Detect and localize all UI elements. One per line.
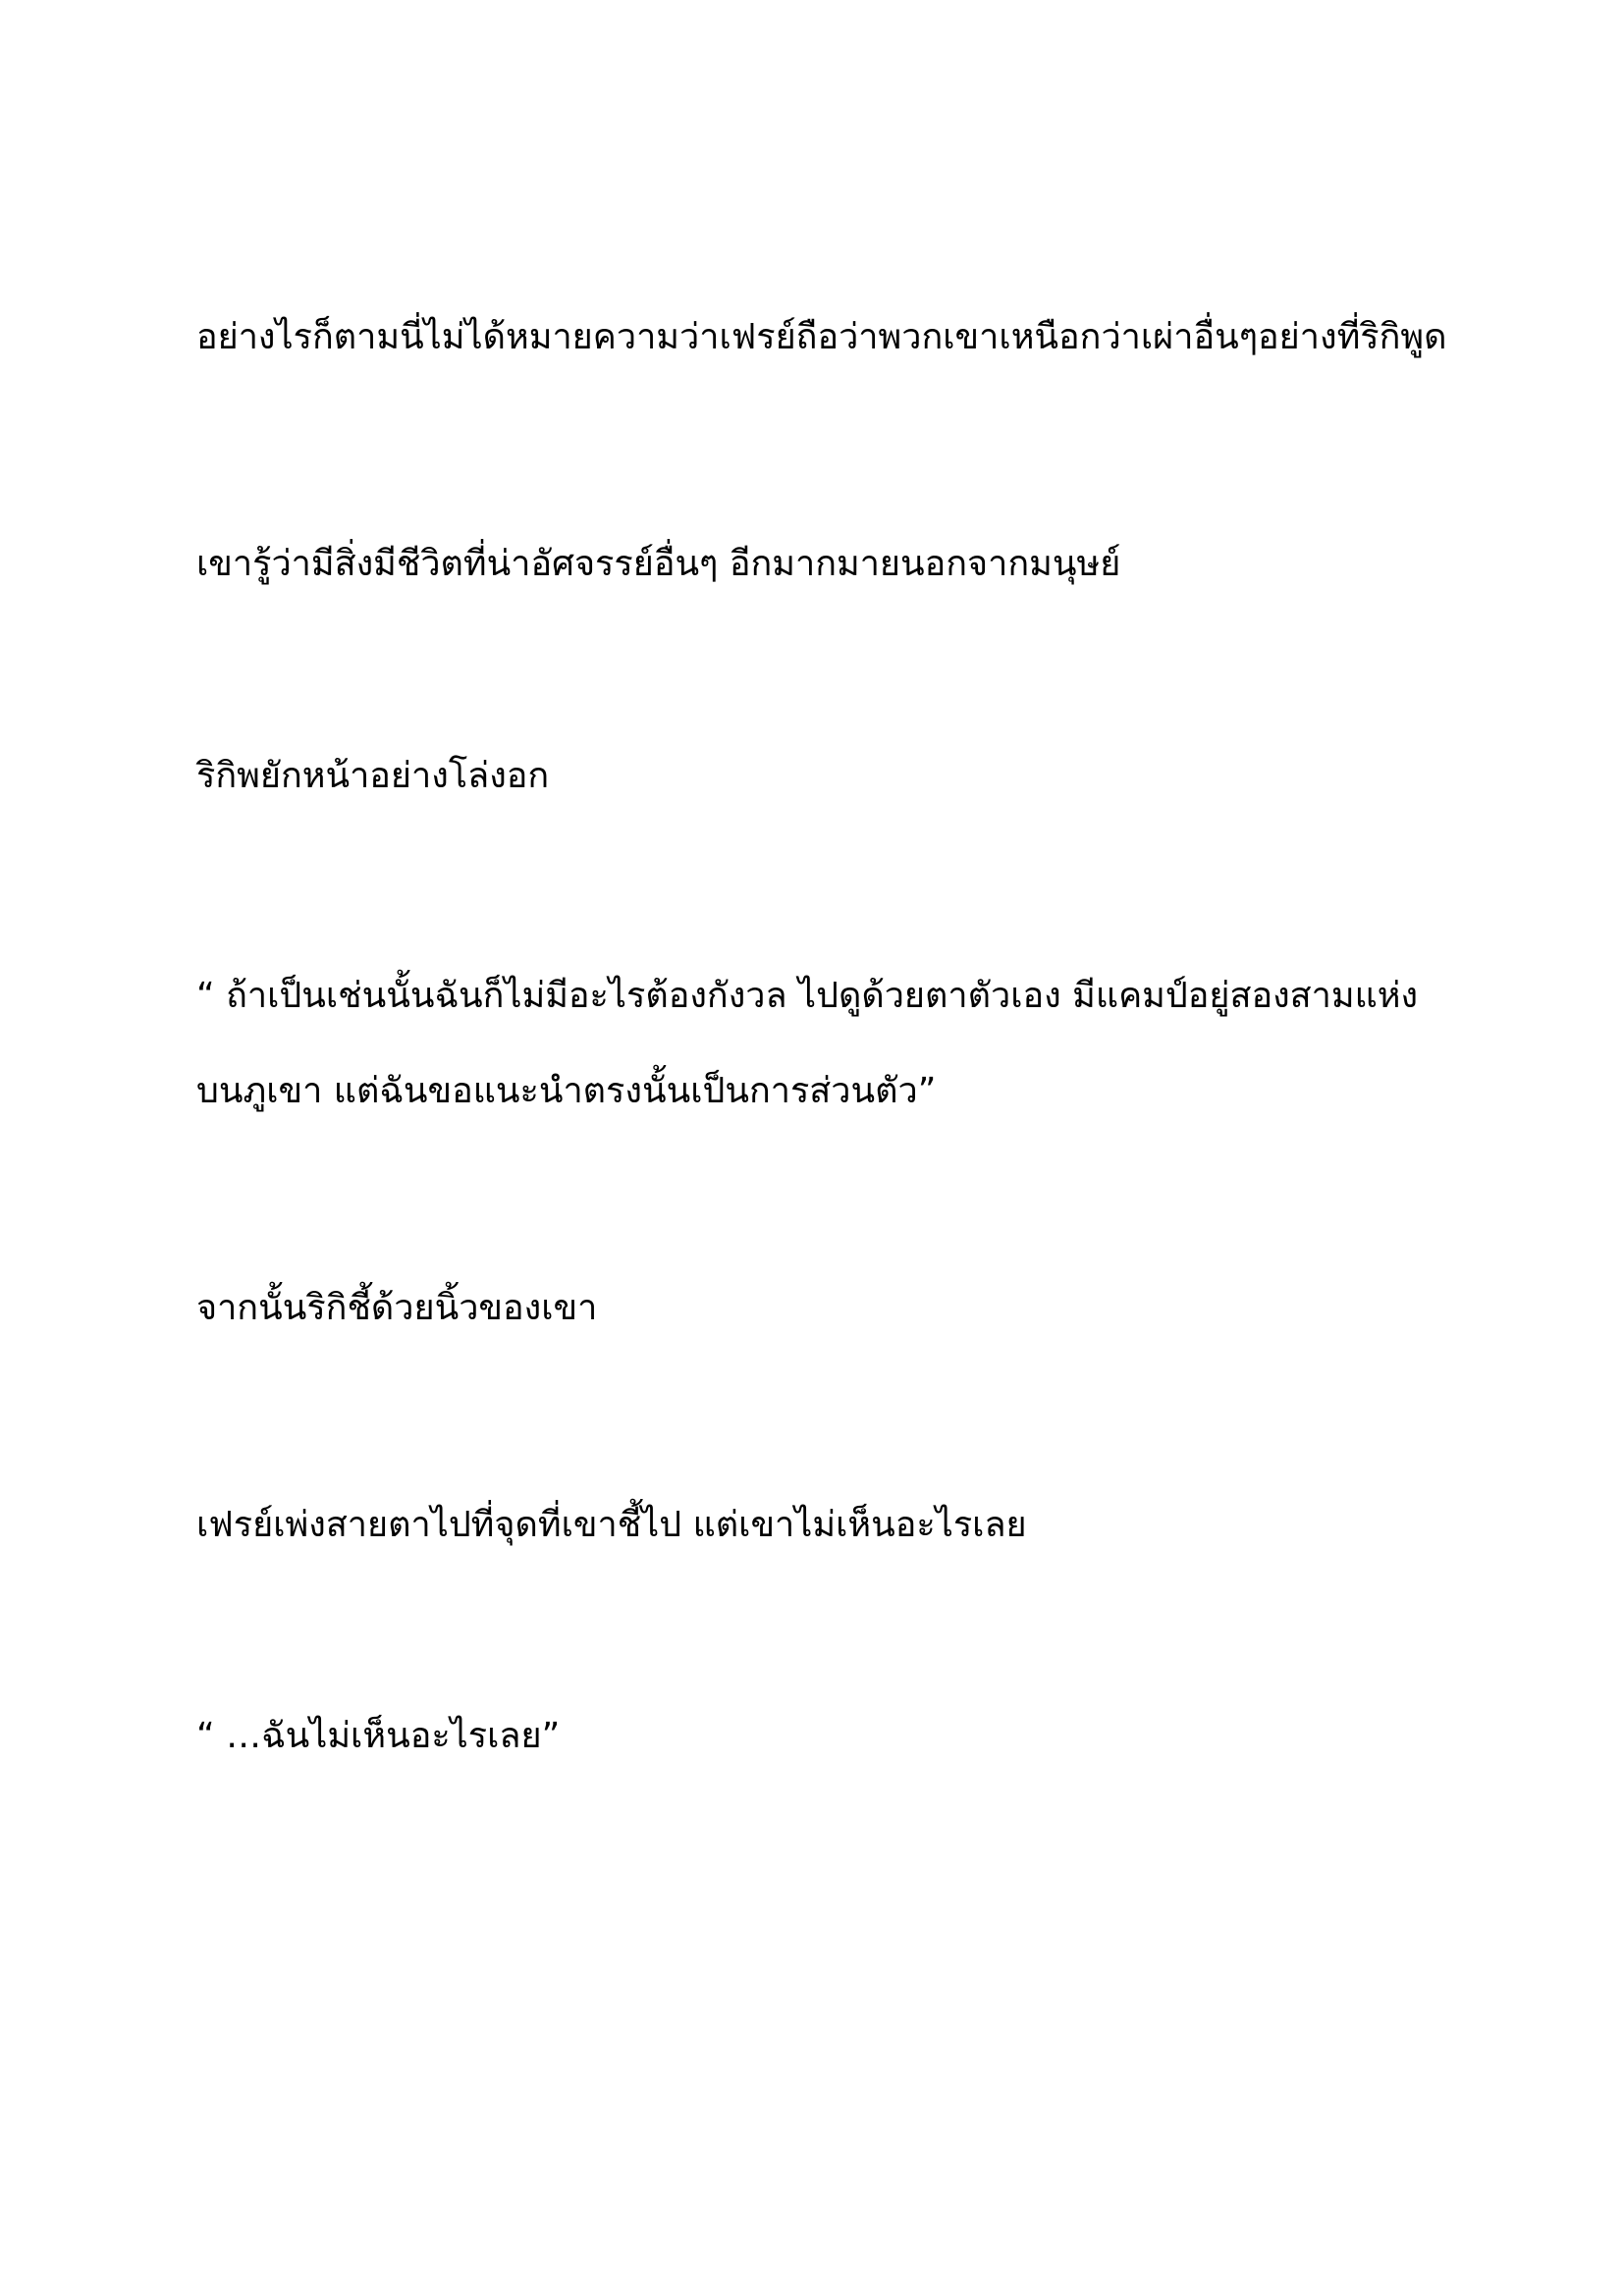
paragraph-5-line-1: จากนั้นริกิชี้ด้วยนิ้วของเขา <box>196 1288 598 1328</box>
paragraph-6-line-1: เฟรย์เพ่งสายตาไปที่จุดที่เขาชี้ไป แต่เขาไม่เห็นอะไรเลย <box>196 1505 1027 1545</box>
paragraph-1-line-1: อย่างไรก็ตามนี่ไม่ได้หมายความว่าเฟรย์ถือว่าพวกเขาเหนือกว่าเผ่าอื่นๆอย่างที่ริกิพูด <box>196 317 1447 357</box>
paragraph-2-line-1: เขารู้ว่ามีสิ่งมีชีวิตที่น่าอัศจรรย์อื่นๆ อีกมากมายนอกจากมนุษย์ <box>196 544 1121 584</box>
paragraph-4-line-1: “ ถ้าเป็นเช่นนั้นฉันก็ไม่มีอะไรต้องกังวล ไปดูด้วยตาตัวเอง มีแคมป์อยู่สองสามแห่ง <box>196 976 1419 1016</box>
paragraph-3-line-1: ริกิพยักหน้าอย่างโล่งอก <box>196 756 550 796</box>
paragraph-7-line-1: “ …ฉันไม่เห็นอะไรเลย” <box>196 1716 561 1756</box>
paragraph-4-line-2: บนภูเขา แต่ฉันขอแนะนำตรงนั้นเป็นการส่วนตัว” <box>196 1071 937 1111</box>
